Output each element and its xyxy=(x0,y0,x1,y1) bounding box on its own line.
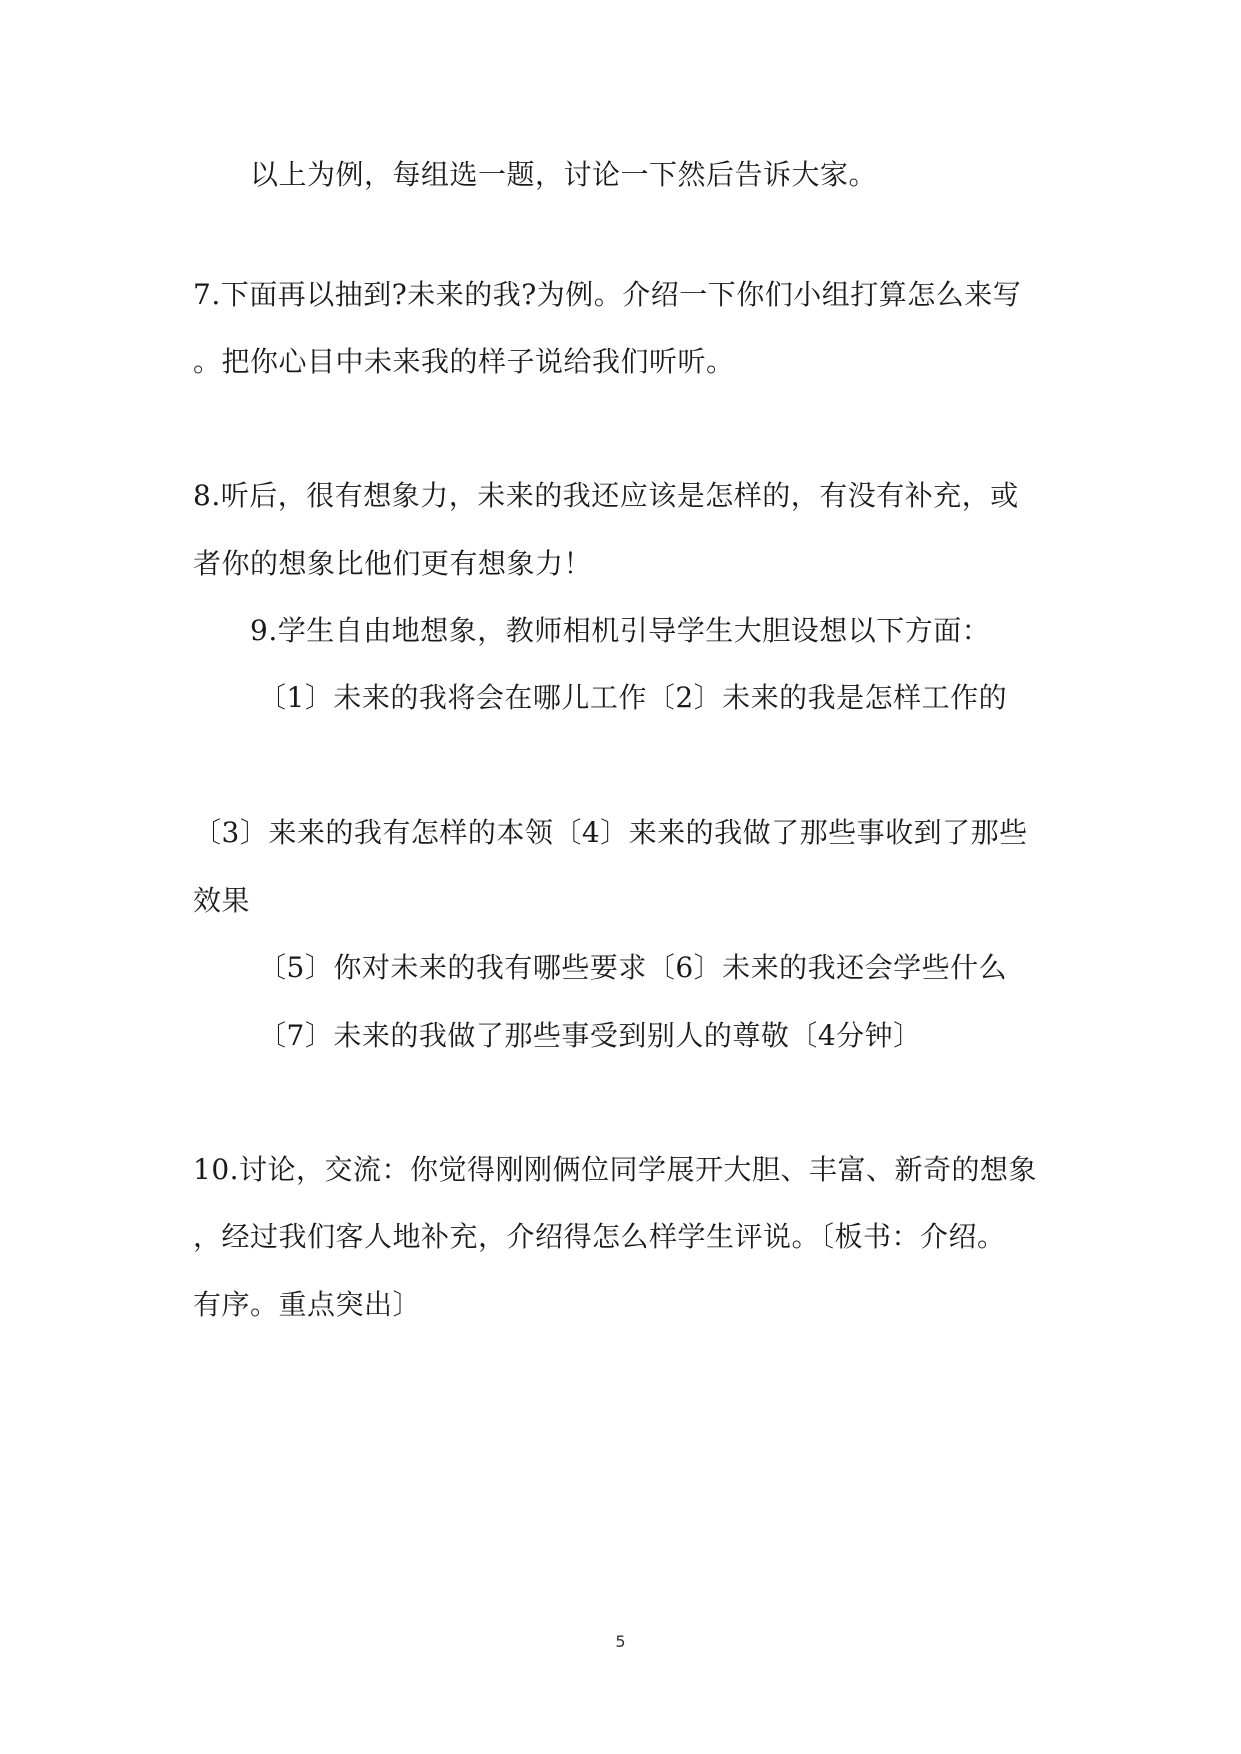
paragraph-line: 10.讨论，交流：你觉得刚刚俩位同学展开大胆、丰富、新奇的想象 xyxy=(193,1153,1038,1186)
paragraph-line: ，经过我们客人地补充，介绍得怎么样学生评说。〔板书：介绍。 xyxy=(193,1220,1006,1253)
paragraph-line: 〔7〕未来的我做了那些事受到别人的尊敬〔4分钟〕 xyxy=(258,1019,922,1052)
paragraph-line: 〔3〕来来的我有怎样的本领〔4〕来来的我做了那些事收到了那些 xyxy=(193,816,1028,849)
paragraph-line: 〔5〕你对未来的我有哪些要求〔6〕未来的我还会学些什么 xyxy=(258,951,1008,984)
paragraph-line: 以上为例，每组选一题，讨论一下然后告诉大家。 xyxy=(250,158,878,191)
paragraph-line: 有序。重点突出〕 xyxy=(193,1288,422,1321)
paragraph-line: 效果 xyxy=(193,884,251,917)
paragraph-line: 。把你心目中未来我的样子说给我们听听。 xyxy=(193,345,735,378)
paragraph-line: 者你的想象比他们更有想象力！ xyxy=(193,547,593,580)
paragraph-line: 9.学生自由地想象，教师相机引导学生大胆设想以下方面： xyxy=(250,614,991,647)
paragraph-line: 8.听后，很有想象力，未来的我还应该是怎样的，有没有补充，或 xyxy=(193,479,1019,512)
paragraph-line: 〔1〕未来的我将会在哪儿工作〔2〕未来的我是怎样工作的 xyxy=(258,681,1008,714)
paragraph-line: 7.下面再以抽到?未来的我?为例。介绍一下你们小组打算怎么来写 xyxy=(193,278,1022,311)
page-number: 5 xyxy=(615,1632,626,1651)
